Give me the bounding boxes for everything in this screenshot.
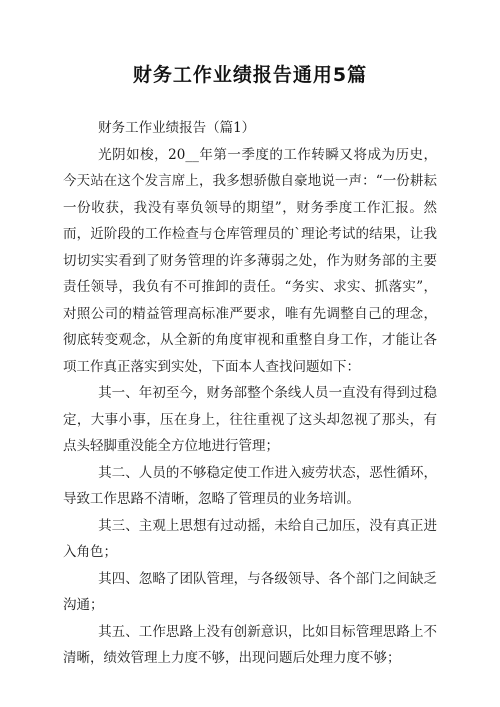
paragraph-issue-3: 其三、主观上思想有过动摇，未给自己加压，没有真正进入角色； [63,517,437,560]
paragraph-issue-4: 其四、忽略了团队管理，与各级领导、各个部门之间缺乏沟通； [63,570,437,613]
section-heading: 财务工作业绩报告（篇1） [98,120,256,136]
paragraph-issue-1: 其一、年初至今，财务部整个条线人员一直没有得到过稳定，大事小事，压在身上，往往重视了这头却忽视了那头，有点头轻脚重没能全方位地进行管理； [63,385,437,454]
document-body [63,115,437,672]
document-title: 财务工作业绩报告通用5篇 [132,64,368,86]
paragraph-issue-5: 其五、工作思路上没有创新意识，比如目标管理思路上不清晰，绩效管理上力度不够，出现问题后处理力度不够； [63,623,437,666]
paragraph-intro: 光阴如梭，20__年第一季度的工作转瞬又将成为历史，今天站在这个发言席上，我多想骄傲自豪地说一声：“一份耕耘一份收获，我没有辜负领导的期望”，财务季度工作汇报。然而，近阶段的工作检查与仓库管理员的`理论考试的结果，让我切切实实看到了财务管理的许多薄弱之处，作为财务部的主要责任领导，我负有不可推卸的责任。“务实、求实、抓落实”，对照公司的精益管理高标准严要求，唯有先调整自己的理念，彻底转变观念，从全新的角度审视和重整自身工作，才能让各项工作真正落实到实处，下面本人查找问题如下： [63,146,437,375]
paragraph-issue-2: 其二、人员的不够稳定使工作进入疲劳状态，恶性循环，导致工作思路不清晰，忽略了管理员的业务培训。 [63,464,437,507]
